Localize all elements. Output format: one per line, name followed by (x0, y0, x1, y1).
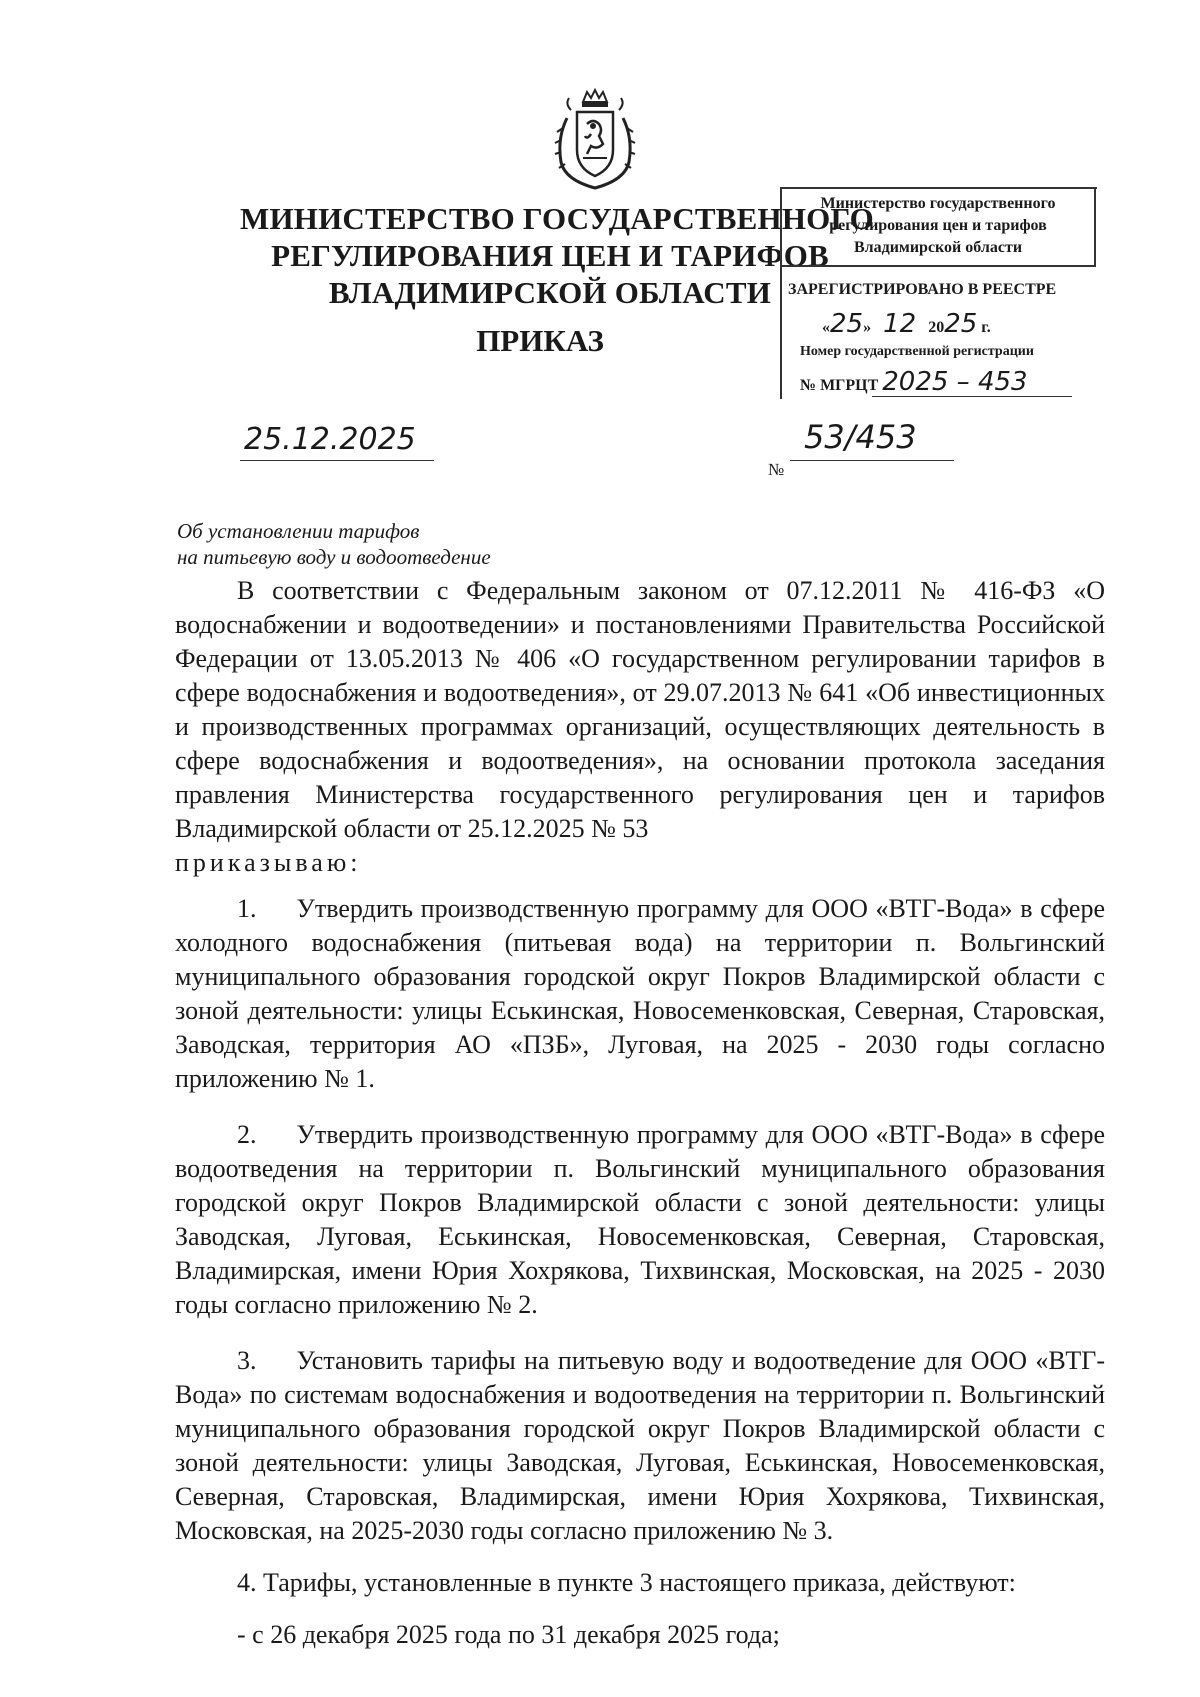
stamp-registered-label: ЗАРЕГИСТРИРОВАНО В РЕЕСТРЕ (788, 281, 1057, 298)
stamp-year-prefix: 20 (928, 319, 945, 336)
stamp-date: «25» 12 2025 г. (822, 309, 991, 339)
registration-stamp (780, 187, 1097, 399)
stamp-org-line2: регулирования цен и тарифов (829, 217, 1047, 234)
item-2-number: 2. (237, 1120, 257, 1149)
item-3-paragraph (175, 1344, 1105, 1548)
item-1-paragraph (175, 892, 1105, 1096)
stamp-year-suffix: 25 (944, 309, 978, 339)
coat-of-arms-icon (547, 88, 643, 192)
item-1-text: Утвердить производственную программу для ООО «ВТГ-Вода» в сфере холодного водоснабжения (питьевая вода) на территории п. Вольгинский муниципального образования городской округ Покров Владимирской области с зоной деятельности: улицы Еськинская, Новосеменковская, Северная, Старовская, Заводская, территория АО «ПЗБ», Луговая, на 2025 - 2030 годы согласно приложению № 1. (175, 894, 1105, 1093)
document-type: ПРИКАЗ (476, 323, 604, 358)
command-word: приказываю: (175, 848, 362, 877)
order-subject (177, 518, 491, 570)
subject-line1: Об установлении тарифов (177, 519, 420, 543)
stamp-registration-label: Номер государственной регистрации (800, 344, 1034, 359)
item-2-paragraph (175, 1118, 1105, 1322)
item-1-number: 1. (237, 894, 257, 923)
item-3-text: Установить тарифы на питьевую воду и водоотведение для ООО «ВТГ-Вода» по системам водоснабжения и водоотведения на территории п. Вольгинский муниципального образования городской округ Покров Владимирской области с зоной деятельности: улицы Заводская, Луговая, Еськинская, Новосеменковская, Северная, Старовская, Владимирская, имени Юрия Хохрякова, Тихвинская, Московская, на 2025-2030 годы согласно приложению № 3. (175, 1346, 1105, 1545)
order-number: 53/453 (790, 414, 954, 461)
order-body (175, 574, 1105, 1652)
order-number-sign: № (768, 460, 785, 479)
stamp-org-line1: Министерство государственного (820, 195, 1056, 212)
stamp-organization (782, 189, 1096, 267)
stamp-underline (872, 396, 1072, 397)
stamp-registration-number (800, 367, 1028, 397)
stamp-reg-value: 2025 – 453 (882, 367, 1028, 397)
item-3-number: 3. (237, 1346, 257, 1375)
stamp-day: 25 (830, 309, 864, 339)
ministry-title-line2: РЕГУЛИРОВАНИЯ ЦЕН И ТАРИФОВ (271, 238, 829, 273)
item-4-paragraph: 4. Тарифы, установленные в пункте 3 настоящего приказа, действуют: (237, 1568, 1016, 1597)
order-date: 25.12.2025 (240, 420, 434, 461)
ministry-title-line3: ВЛАДИМИРСКОЙ ОБЛАСТИ (328, 275, 772, 310)
subject-line2: на питьевую воду и водоотведение (177, 545, 491, 569)
stamp-org-line3: Владимирской области (853, 239, 1023, 256)
preamble-paragraph: В соответствии с Федеральным законом от 07.12.2011 № 416-ФЗ «О водоснабжении и водоотведении» и постановлениями Правительства Российской Федерации от 13.05.2013 № 406 «О государственном регулировании тарифов в сфере водоснабжения и водоотведения», от 29.07.2013 № 641 «Об инвестиционных и производственных программах организаций, осуществляющих деятельность в сфере водоснабжения и водоотведения», на основании протокола заседания правления Министерства государственного регулирования цен и тарифов Владимирской области от 25.12.2025 № 53 (175, 576, 1105, 843)
stamp-year-unit: г. (981, 319, 991, 336)
item-2-text: Утвердить производственную программу для ООО «ВТГ-Вода» в сфере водоотведения на территории п. Вольгинский муниципального образования городской округ Покров Владимирской области с зоной деятельности: улицы Заводская, Луговая, Еськинская, Новосеменковская, Северная, Старовская, Владимирская, имени Юрия Хохрякова, Тихвинская, Московская, на 2025 - 2030 годы согласно приложению № 2. (175, 1120, 1105, 1319)
stamp-reg-prefix: № МГРЦТ (800, 377, 879, 394)
ministry-title (240, 200, 874, 311)
item-4-period-1: - с 26 декабря 2025 года по 31 декабря 2025 года; (237, 1620, 780, 1649)
stamp-month: 12 (883, 309, 917, 339)
ministry-title-line1: МИНИСТЕРСТВО ГОСУДАРСТВЕННОГО (240, 201, 874, 236)
